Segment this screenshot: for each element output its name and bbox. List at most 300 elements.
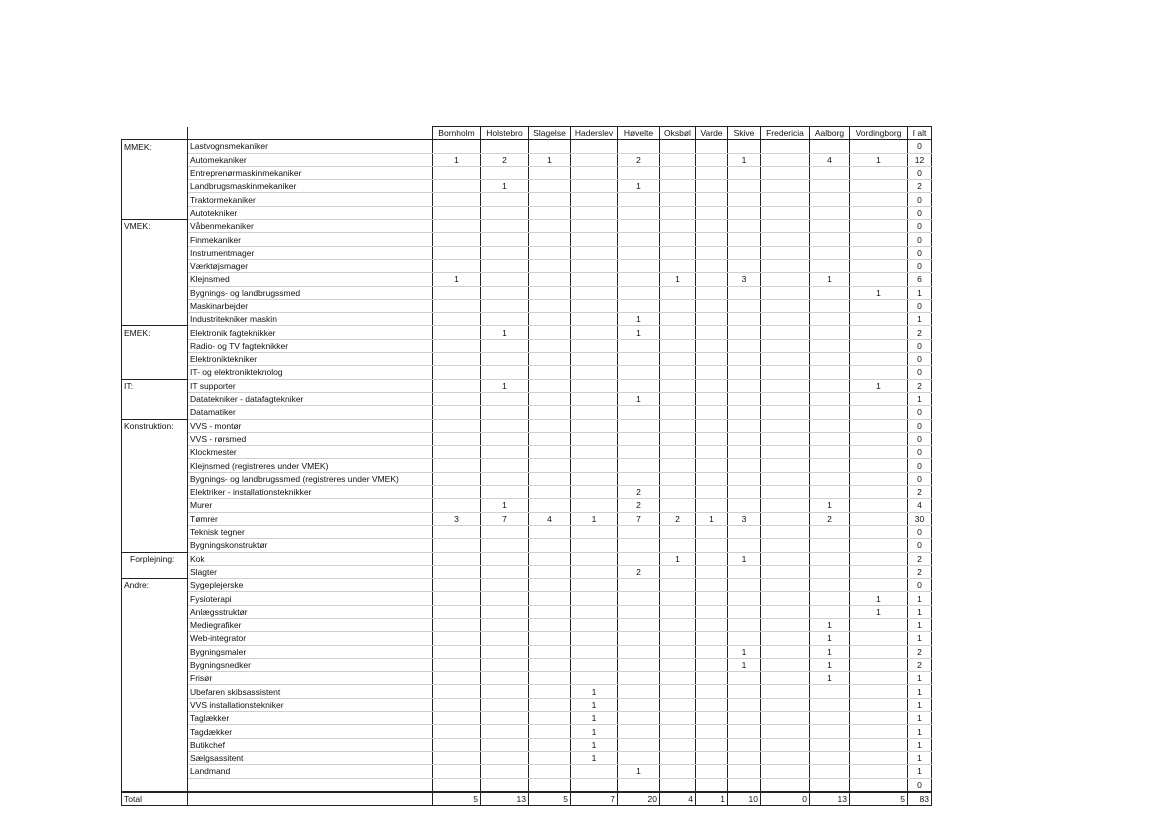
count-cell: 1 [618,392,660,405]
count-cell [618,579,660,592]
count-cell [618,525,660,538]
table-row [122,313,932,326]
row-total-cell: 2 [908,645,932,658]
count-cell [618,672,660,685]
count-cell [433,299,481,312]
count-cell: 2 [618,565,660,578]
row-total-cell: 1 [908,725,932,738]
count-cell [761,233,810,246]
count-cell [660,166,696,179]
count-cell [433,525,481,538]
category-cell [122,339,188,352]
table-row [122,592,932,605]
count-cell [728,419,761,432]
count-cell [696,273,728,286]
count-cell [571,605,618,618]
count-cell [571,406,618,419]
count-cell [481,233,529,246]
category-cell: MMEK: [122,140,188,153]
row-total-cell: 0 [908,446,932,459]
row-total-cell: 0 [908,525,932,538]
count-cell [696,645,728,658]
count-cell [761,632,810,645]
count-cell [810,180,850,193]
row-total-cell: 2 [908,658,932,671]
count-cell [660,313,696,326]
count-cell [761,406,810,419]
count-cell [618,220,660,233]
table-row [122,166,932,179]
occupation-cell: Klejnsmed (registreres under VMEK) [188,459,433,472]
count-cell [529,672,571,685]
count-cell [850,233,908,246]
count-cell [433,658,481,671]
count-cell [660,392,696,405]
count-cell [810,392,850,405]
count-cell [810,592,850,605]
count-cell [660,658,696,671]
count-cell [660,353,696,366]
count-cell [850,273,908,286]
row-total-cell: 1 [908,313,932,326]
row-total-cell: 0 [908,193,932,206]
count-cell: 2 [618,153,660,166]
count-cell [571,273,618,286]
count-cell [810,525,850,538]
count-cell [529,499,571,512]
occupation-cell: Datamatiker [188,406,433,419]
count-cell [529,645,571,658]
column-total-cell: 5 [433,792,481,806]
count-cell [850,392,908,405]
count-cell [529,313,571,326]
occupation-cell: Taglækker [188,712,433,725]
count-cell [660,618,696,631]
count-cell [433,565,481,578]
count-cell: 1 [618,180,660,193]
count-cell [618,140,660,153]
count-cell [696,605,728,618]
category-cell [122,765,188,778]
occupation-cell: Instrumentmager [188,246,433,259]
row-total-cell: 6 [908,273,932,286]
row-total-cell: 0 [908,406,932,419]
count-cell [728,366,761,379]
count-cell [696,286,728,299]
column-header: Holstebro [481,127,529,140]
category-cell [122,166,188,179]
count-cell: 3 [728,512,761,525]
total-blank [188,792,433,806]
count-cell [810,778,850,792]
table-row [122,658,932,671]
category-cell [122,632,188,645]
count-cell [850,486,908,499]
count-cell [481,392,529,405]
count-cell [761,206,810,219]
count-cell [761,712,810,725]
count-cell [618,406,660,419]
count-cell [433,180,481,193]
count-cell: 1 [571,685,618,698]
count-cell [810,565,850,578]
count-cell [481,286,529,299]
count-cell [728,565,761,578]
count-cell: 7 [618,512,660,525]
occupation-cell: IT- og elektronikteknolog [188,366,433,379]
count-cell [433,592,481,605]
count-cell [618,751,660,764]
column-header: Skive [728,127,761,140]
count-cell [660,233,696,246]
count-cell [481,632,529,645]
count-cell [571,166,618,179]
count-cell [761,751,810,764]
count-cell [660,632,696,645]
count-cell [481,592,529,605]
occupation-cell: VVS - rørsmed [188,432,433,445]
count-cell [660,432,696,445]
count-cell [810,698,850,711]
count-cell [696,419,728,432]
occupation-cell: Datatekniker - datafagtekniker [188,392,433,405]
count-cell [618,459,660,472]
table-row [122,419,932,432]
count-cell [529,419,571,432]
count-cell [696,180,728,193]
count-cell [850,751,908,764]
table-row [122,246,932,259]
count-cell: 1 [850,379,908,392]
count-cell [850,765,908,778]
category-cell [122,233,188,246]
count-cell [571,153,618,166]
count-cell [761,592,810,605]
count-cell [728,353,761,366]
count-cell [761,379,810,392]
count-cell [618,645,660,658]
count-cell [481,299,529,312]
table-row [122,605,932,618]
count-cell [571,459,618,472]
count-cell [850,193,908,206]
row-total-cell: 1 [908,605,932,618]
count-cell [660,712,696,725]
count-cell [696,486,728,499]
count-cell [761,579,810,592]
category-cell: Forplejning: [122,552,188,565]
count-cell: 1 [728,645,761,658]
count-cell [696,153,728,166]
category-cell: IT: [122,379,188,392]
count-cell [810,685,850,698]
row-total-cell: 2 [908,486,932,499]
count-cell [850,472,908,485]
row-total-cell: 0 [908,579,932,592]
count-cell [810,193,850,206]
count-cell [571,140,618,153]
count-cell [696,632,728,645]
count-cell [433,339,481,352]
count-cell [728,326,761,339]
category-cell [122,246,188,259]
count-cell [660,419,696,432]
count-cell [529,166,571,179]
row-total-cell: 0 [908,432,932,445]
count-cell [529,432,571,445]
count-cell [529,632,571,645]
count-cell [433,459,481,472]
count-cell [696,765,728,778]
count-cell [761,765,810,778]
count-cell [810,326,850,339]
count-cell [481,565,529,578]
count-cell [696,565,728,578]
category-cell [122,446,188,459]
table-row [122,286,932,299]
count-cell [696,592,728,605]
category-cell [122,539,188,552]
count-cell [728,525,761,538]
occupation-cell: Bygningsmaler [188,645,433,658]
count-cell [529,472,571,485]
occupation-cell: Lastvognsmekaniker [188,140,433,153]
category-cell: VMEK: [122,220,188,233]
count-cell [850,339,908,352]
category-cell [122,313,188,326]
count-cell [571,193,618,206]
count-cell [481,725,529,738]
category-cell [122,698,188,711]
row-total-cell: 0 [908,246,932,259]
table-row [122,206,932,219]
count-cell [761,339,810,352]
category-cell [122,618,188,631]
table-row [122,525,932,538]
count-cell [850,539,908,552]
count-cell [761,512,810,525]
count-cell [529,539,571,552]
count-cell [571,645,618,658]
count-cell [728,446,761,459]
count-cell [728,459,761,472]
header-blank [122,127,188,140]
count-cell [696,751,728,764]
column-header: I alt [908,127,932,140]
row-total-cell: 1 [908,618,932,631]
count-cell [481,698,529,711]
count-cell [761,432,810,445]
count-cell [761,313,810,326]
count-cell [728,472,761,485]
count-cell [529,339,571,352]
count-cell: 7 [481,512,529,525]
count-cell [728,765,761,778]
count-cell [810,339,850,352]
count-cell [433,738,481,751]
category-cell [122,206,188,219]
category-cell [122,153,188,166]
count-cell [660,153,696,166]
count-cell [481,539,529,552]
count-cell [618,339,660,352]
column-total-cell: 20 [618,792,660,806]
occupation-cell: Fysioterapi [188,592,433,605]
count-cell [761,499,810,512]
row-total-cell: 30 [908,512,932,525]
table-row [122,392,932,405]
count-cell [481,486,529,499]
count-cell [571,472,618,485]
count-cell [529,180,571,193]
table-row [122,778,932,792]
count-cell [761,778,810,792]
count-cell [696,552,728,565]
category-cell [122,685,188,698]
count-cell [529,286,571,299]
count-cell [618,233,660,246]
count-cell [529,751,571,764]
table-row [122,259,932,272]
count-cell: 1 [481,180,529,193]
count-cell [850,738,908,751]
count-cell [433,220,481,233]
count-cell [850,166,908,179]
header-blank [188,127,433,140]
count-cell [481,765,529,778]
table-row [122,339,932,352]
count-cell [481,259,529,272]
category-cell [122,353,188,366]
count-cell [728,406,761,419]
count-cell [761,658,810,671]
table-row [122,406,932,419]
count-cell [850,712,908,725]
count-cell [660,286,696,299]
column-total-cell: 5 [850,792,908,806]
count-cell [481,778,529,792]
count-cell [696,672,728,685]
count-cell [850,313,908,326]
count-cell: 1 [728,153,761,166]
count-cell [481,672,529,685]
occupation-cell: Ubefaren skibsassistent [188,685,433,698]
count-cell [433,206,481,219]
category-cell [122,432,188,445]
count-cell [761,366,810,379]
count-cell [728,220,761,233]
count-cell [696,246,728,259]
count-cell [660,259,696,272]
count-cell [728,259,761,272]
column-total-cell: 10 [728,792,761,806]
row-total-cell: 0 [908,539,932,552]
table-row [122,233,932,246]
count-cell [529,406,571,419]
count-cell [660,605,696,618]
count-cell [696,193,728,206]
count-cell [529,459,571,472]
count-cell [618,472,660,485]
count-cell [529,379,571,392]
column-header: Bornholm [433,127,481,140]
count-cell [618,552,660,565]
count-cell [529,446,571,459]
count-cell [660,499,696,512]
row-total-cell: 2 [908,552,932,565]
count-cell [696,299,728,312]
occupation-cell: Web-integrator [188,632,433,645]
count-cell [571,632,618,645]
count-cell [571,778,618,792]
count-cell [761,193,810,206]
count-cell [761,738,810,751]
table-row [122,738,932,751]
count-cell [529,140,571,153]
count-cell [850,778,908,792]
count-cell [481,579,529,592]
count-cell [481,406,529,419]
category-cell [122,193,188,206]
count-cell [433,140,481,153]
count-cell [810,353,850,366]
category-cell [122,459,188,472]
count-cell [571,592,618,605]
category-cell [122,605,188,618]
count-cell [761,326,810,339]
count-cell [571,286,618,299]
count-cell [761,605,810,618]
count-cell [481,685,529,698]
count-cell [481,353,529,366]
count-cell [761,565,810,578]
count-cell [481,193,529,206]
occupation-cell: Entreprenørmaskinmekaniker [188,166,433,179]
count-cell [728,579,761,592]
table-row [122,140,932,153]
count-cell [696,220,728,233]
count-cell [761,220,810,233]
table-row [122,552,932,565]
count-cell [761,246,810,259]
count-cell: 1 [571,725,618,738]
count-cell [660,539,696,552]
row-total-cell: 1 [908,751,932,764]
category-cell [122,486,188,499]
count-cell [618,299,660,312]
count-cell [529,778,571,792]
category-cell [122,725,188,738]
count-cell [810,206,850,219]
count-cell [433,765,481,778]
count-cell [850,698,908,711]
occupation-cell: Værktøjsmager [188,259,433,272]
table-row [122,180,932,193]
count-cell [696,326,728,339]
count-cell [433,751,481,764]
count-cell [618,698,660,711]
count-cell [660,525,696,538]
count-cell [618,725,660,738]
count-cell [433,193,481,206]
count-cell [850,579,908,592]
table-row [122,472,932,485]
count-cell [481,246,529,259]
count-cell [696,472,728,485]
count-cell [850,685,908,698]
count-cell [660,246,696,259]
count-cell [660,738,696,751]
